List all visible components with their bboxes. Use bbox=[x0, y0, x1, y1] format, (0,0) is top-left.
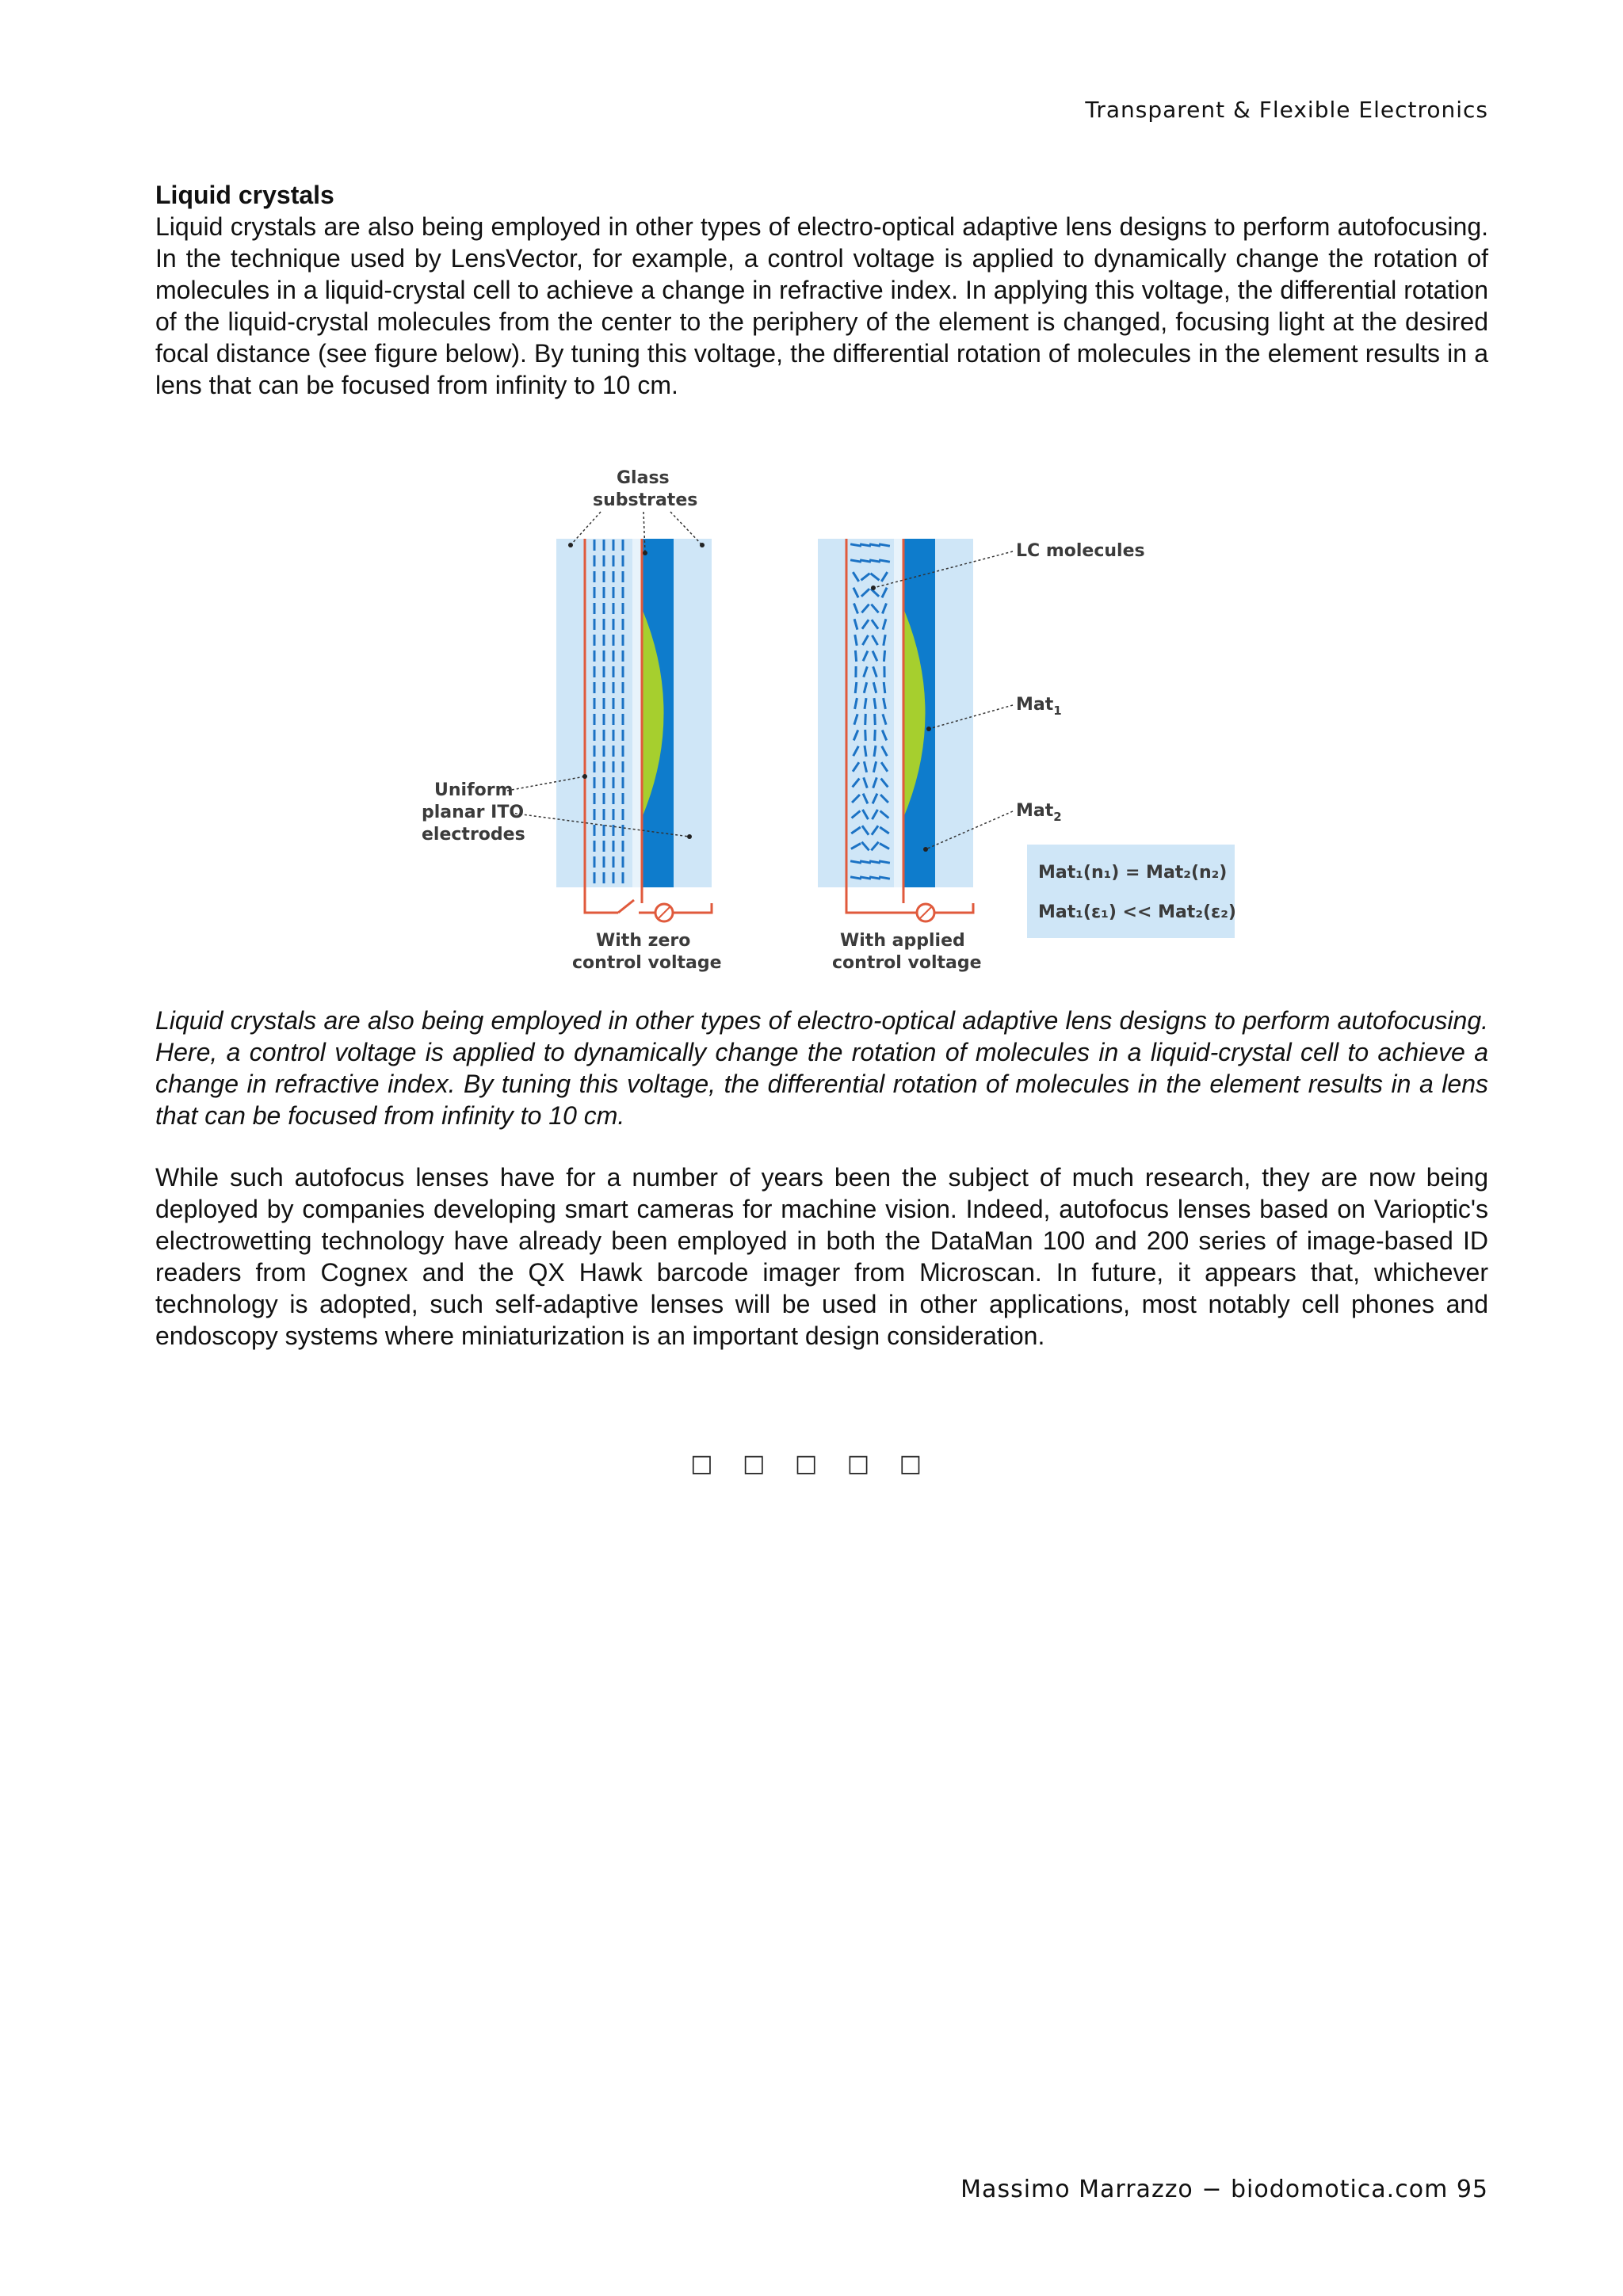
lc-molecule bbox=[865, 730, 866, 741]
page-footer: Massimo Marrazzo − biodomotica.com 95 bbox=[960, 2176, 1488, 2203]
label-mat1: Mat$_1$ bbox=[1016, 695, 1062, 718]
right-lc-layer bbox=[846, 539, 894, 887]
lc-molecule bbox=[865, 698, 866, 709]
lc-lens-diagram bbox=[412, 460, 1236, 974]
lc-molecule bbox=[875, 730, 876, 741]
left-wire-a bbox=[585, 903, 618, 913]
lc-molecule bbox=[875, 714, 876, 725]
lc-molecule bbox=[855, 650, 856, 662]
lc-molecule bbox=[874, 698, 876, 709]
body-paragraph-1: Liquid crystals are also being employed in other types of electro-optical adaptive lens designs to perform autofocusing. In the technique used by LensVector, for example, a control voltage is applied to dynamically change the rotation of molecules in a liquid-crystal cell to achieve a change in refractive index. In applying this voltage, the differential rotation of the liquid-crystal molecules from the center to the periphery of the element is changed, focusing light at the desired focal distance (see figure below). By tuning this voltage, the differential rotation of molecules in the element results in a lens that can be focused from infinity to 10 cm. bbox=[155, 212, 1488, 399]
label-ito-2: planar ITO bbox=[422, 803, 525, 822]
running-header: Transparent & Flexible Electronics bbox=[1085, 97, 1488, 123]
left-glass-inner bbox=[674, 539, 712, 887]
label-applied-1: With applied bbox=[840, 931, 965, 951]
lc-molecule bbox=[865, 714, 866, 725]
equation-box bbox=[1027, 845, 1235, 938]
label-zero-1: With zero bbox=[596, 931, 691, 951]
label-applied-2: control voltage bbox=[832, 953, 982, 973]
lc-molecule bbox=[865, 746, 866, 757]
left-gap bbox=[632, 539, 642, 887]
section-heading: Liquid crystals bbox=[155, 181, 334, 209]
right-glass-inner bbox=[935, 539, 973, 887]
right-wire-b bbox=[934, 903, 973, 913]
figure-caption: Liquid crystals are also being employed in other types of electro-optical adaptive lens designs to perform autofocusing. Here, a control voltage is applied to dynamically change the rotation of molecules in a liquid-crystal cell to achieve a change in refractive index. By tuning this voltage, the differential rotation of molecules in the element results in a lens that can be focused from infinity to 10 cm. bbox=[155, 1006, 1488, 1130]
lc-molecule bbox=[874, 746, 876, 757]
lc-molecule bbox=[884, 682, 885, 693]
lc-molecule bbox=[855, 682, 857, 693]
equation-2: Mat₁(ε₁) << Mat₂(ε₂) bbox=[1038, 902, 1236, 922]
left-wire-c bbox=[673, 903, 712, 913]
label-lc-molecules: LC molecules bbox=[1016, 541, 1145, 561]
placeholder-glyphs: □ □ □ □ □ bbox=[690, 1450, 933, 1478]
right-glass-outer bbox=[818, 539, 846, 887]
body-paragraph-2: While such autofocus lenses have for a number of years been the subject of much research, they are now being deployed by companies developing smart cameras for machine vision. Indeed, autofocus lenses based on Varioptic's electrowetting technology have already been employed in both the DataMan 100 and 200 series of image-based ID readers from Cognex and the QX Hawk barcode imager from Microscan. In future, it appears that, whichever technology is adopted, such self-adaptive lenses will be used in other applications, most notably cell phones and endoscopy systems where miniaturization is an important design consideration. bbox=[155, 1163, 1488, 1350]
left-lc-layer bbox=[585, 539, 632, 887]
left-switch bbox=[618, 900, 634, 913]
label-ito-1: Uniform bbox=[434, 780, 514, 800]
right-gap bbox=[894, 539, 903, 887]
label-mat2: Mat$_2$ bbox=[1016, 801, 1062, 824]
right-wire-a bbox=[846, 903, 916, 913]
label-glass: Glass bbox=[617, 468, 670, 488]
label-substrates: substrates bbox=[593, 490, 698, 510]
label-ito-3: electrodes bbox=[422, 825, 525, 845]
equation-1: Mat₁(n₁) = Mat₂(n₂) bbox=[1038, 863, 1228, 883]
left-glass-outer bbox=[556, 539, 585, 887]
label-zero-2: control voltage bbox=[572, 953, 722, 973]
lc-lens-figure bbox=[412, 460, 1236, 974]
